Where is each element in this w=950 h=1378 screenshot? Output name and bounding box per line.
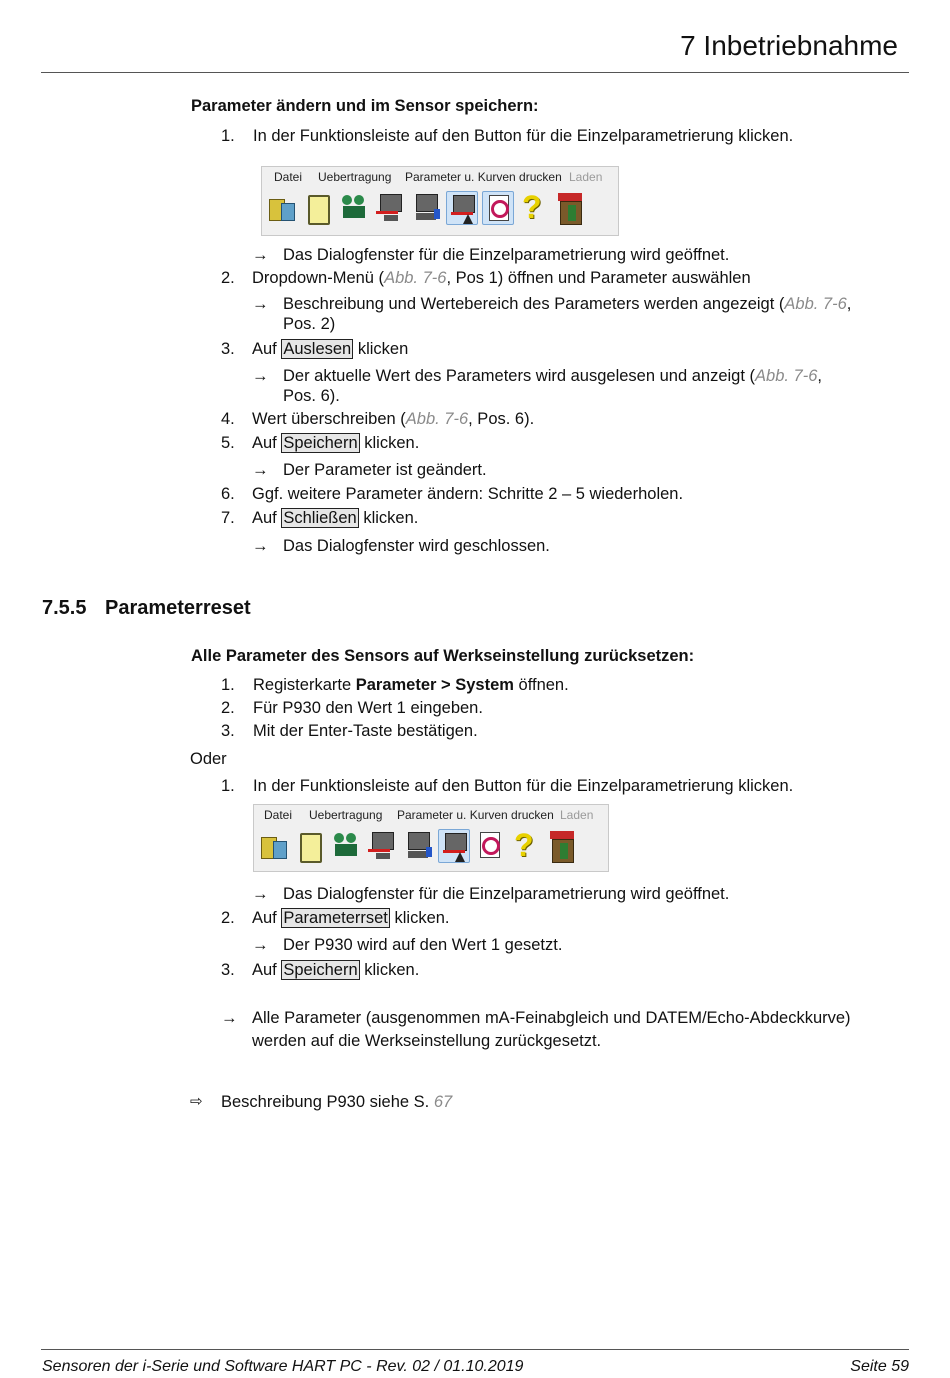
print-preview-icon[interactable] [474, 829, 506, 863]
step-number: 2. [221, 699, 235, 717]
step-number: 2. [221, 269, 235, 287]
step-number: 1. [221, 676, 235, 694]
menu-path: Parameter > System [355, 676, 514, 694]
result-text: Das Dialogfenster für die Einzelparametrierung wird geöffnet. [283, 885, 730, 903]
header-rule [41, 72, 909, 73]
result-text: Der Parameter ist geändert. [283, 461, 487, 479]
footer-rule [41, 1349, 909, 1350]
menu-uebertragung[interactable]: Uebertragung [318, 170, 392, 184]
files-icon[interactable] [258, 829, 290, 863]
menu-datei[interactable]: Datei [264, 808, 293, 822]
step-text: Ggf. weitere Parameter ändern: Schritte 2 – 5 wiederholen. [252, 485, 684, 503]
step-text: Registerkarte Parameter > System öffnen. [253, 676, 569, 694]
result-arrow-icon: → [252, 537, 269, 555]
step-text: Wert überschreiben (Abb. 7-6, Pos. 6). [252, 410, 535, 428]
step-text: Dropdown-Menü (Abb. 7-6, Pos 1) öffnen und Parameter auswählen [252, 269, 751, 287]
help-icon[interactable]: ? [514, 827, 534, 863]
toolbar-menu [262, 170, 618, 186]
menu-parameter-drucken[interactable]: Parameter u. Kurven drucken [397, 808, 554, 822]
auslesen-button-label: Auslesen [283, 340, 352, 358]
exit-icon[interactable] [554, 191, 586, 225]
oder-label: Oder [190, 750, 227, 768]
section-title: Parameterreset [105, 597, 251, 619]
exit-icon[interactable] [546, 829, 578, 863]
note-text: Beschreibung P930 siehe S. 67 [221, 1093, 453, 1111]
print-preview-icon[interactable] [482, 191, 514, 225]
clipboard-icon[interactable] [302, 191, 334, 225]
ultra-blue-icon[interactable] [402, 829, 434, 863]
note-arrow-icon: ⇨ [190, 1093, 203, 1110]
ultra-blue-icon[interactable] [410, 191, 442, 225]
result-arrow-icon: → [252, 936, 269, 954]
step-text: Für P930 den Wert 1 eingeben. [253, 699, 483, 717]
ultra-red-icon[interactable] [374, 191, 406, 225]
figure-reference-link[interactable]: Abb. 7-6 [405, 410, 469, 428]
result-text-line2: Pos. 2) [283, 315, 336, 333]
result-text: Der aktuelle Wert des Parameters wird ausgelesen und anzeigt (Abb. 7-6, [283, 367, 822, 385]
help-icon[interactable]: ? [522, 189, 542, 225]
step-number: 3. [221, 340, 235, 358]
menu-laden[interactable]: Laden [560, 808, 594, 822]
step-number: 2. [221, 909, 235, 927]
figure-reference-link[interactable]: Abb. 7-6 [384, 269, 447, 287]
figure-reference-link[interactable]: Abb. 7-6 [784, 295, 847, 313]
step-text: In der Funktionsleiste auf den Button für die Einzelparametrierung klicken. [253, 127, 794, 145]
result-text: Beschreibung und Wertebereich des Parameters werden angezeigt (Abb. 7-6, [283, 295, 852, 313]
menu-laden[interactable]: Laden [569, 170, 603, 184]
step-number: 6. [221, 485, 235, 503]
step-text: Auf Speichern klicken. [252, 961, 420, 979]
result-arrow-icon: → [252, 295, 269, 313]
ultra-red-icon[interactable] [366, 829, 398, 863]
page-reference-link[interactable]: 67 [433, 1093, 453, 1111]
result-arrow-icon: → [252, 246, 269, 264]
footer-page-number: Seite 59 [850, 1358, 909, 1375]
menu-datei[interactable]: Datei [274, 170, 303, 184]
schliessen-button-label: Schließen [283, 509, 357, 527]
footer-left: Sensoren der i-Serie und Software HART PC - Rev. 02 / 01.10.2019 [42, 1358, 524, 1375]
step-text: Auf Auslesen klicken [252, 340, 409, 358]
result-text: Alle Parameter (ausgenommen mA-Feinabgleich und DATEM/Echo-Abdeckkurve) [252, 1009, 851, 1027]
result-arrow-icon: → [252, 885, 269, 903]
step-text: In der Funktionsleiste auf den Button für die Einzelparametrierung klicken. [253, 777, 794, 795]
part1-heading: Parameter ändern und im Sensor speichern: [191, 97, 539, 115]
step-number: 3. [221, 961, 235, 979]
result-arrow-icon: → [221, 1009, 238, 1027]
result-text: Der P930 wird auf den Wert 1 gesetzt. [283, 936, 563, 954]
step-number: 7. [221, 509, 235, 527]
ultra-pointer-icon[interactable] [446, 191, 478, 225]
result-text-line2: Pos. 6). [283, 387, 340, 405]
figure-reference-link[interactable]: Abb. 7-6 [755, 367, 818, 385]
step-number: 1. [221, 777, 235, 795]
section-heading [42, 597, 251, 620]
section-number: 7.5.5 [42, 597, 87, 619]
menu-uebertragung[interactable]: Uebertragung [309, 808, 383, 822]
step-number: 4. [221, 410, 235, 428]
step-number: 3. [221, 722, 235, 740]
part2-heading: Alle Parameter des Sensors auf Werkseinstellung zurücksetzen: [191, 647, 695, 665]
result-text-line2: werden auf die Werkseinstellung zurückgesetzt. [252, 1032, 602, 1050]
toolbar-menu [254, 808, 608, 824]
clipboard-icon[interactable] [294, 829, 326, 863]
toolbar-screenshot-2 [253, 804, 609, 872]
step-number: 1. [221, 127, 235, 145]
chapter-title: 7 Inbetriebnahme [680, 30, 898, 61]
toolbar-screenshot-1 [261, 166, 619, 236]
result-text: Das Dialogfenster wird geschlossen. [283, 537, 550, 555]
step-text: Mit der Enter-Taste bestätigen. [253, 722, 478, 740]
result-arrow-icon: → [252, 367, 269, 385]
speichern-button-label: Speichern [283, 434, 358, 452]
files-icon[interactable] [266, 191, 298, 225]
step-number: 5. [221, 434, 235, 452]
step-text: Auf Schließen klicken. [252, 509, 419, 527]
projector-icon[interactable] [338, 191, 370, 225]
result-text: Das Dialogfenster für die Einzelparametrierung wird geöffnet. [283, 246, 730, 264]
projector-icon[interactable] [330, 829, 362, 863]
result-arrow-icon: → [252, 461, 269, 479]
speichern-button-label: Speichern [283, 961, 358, 979]
step-text: Auf Speichern klicken. [252, 434, 420, 452]
step-text: Auf Parameterrset klicken. [252, 909, 450, 927]
parameterrset-button-label: Parameterrset [283, 909, 388, 927]
menu-parameter-drucken[interactable]: Parameter u. Kurven drucken [405, 170, 562, 184]
ultra-pointer-icon[interactable] [438, 829, 470, 863]
